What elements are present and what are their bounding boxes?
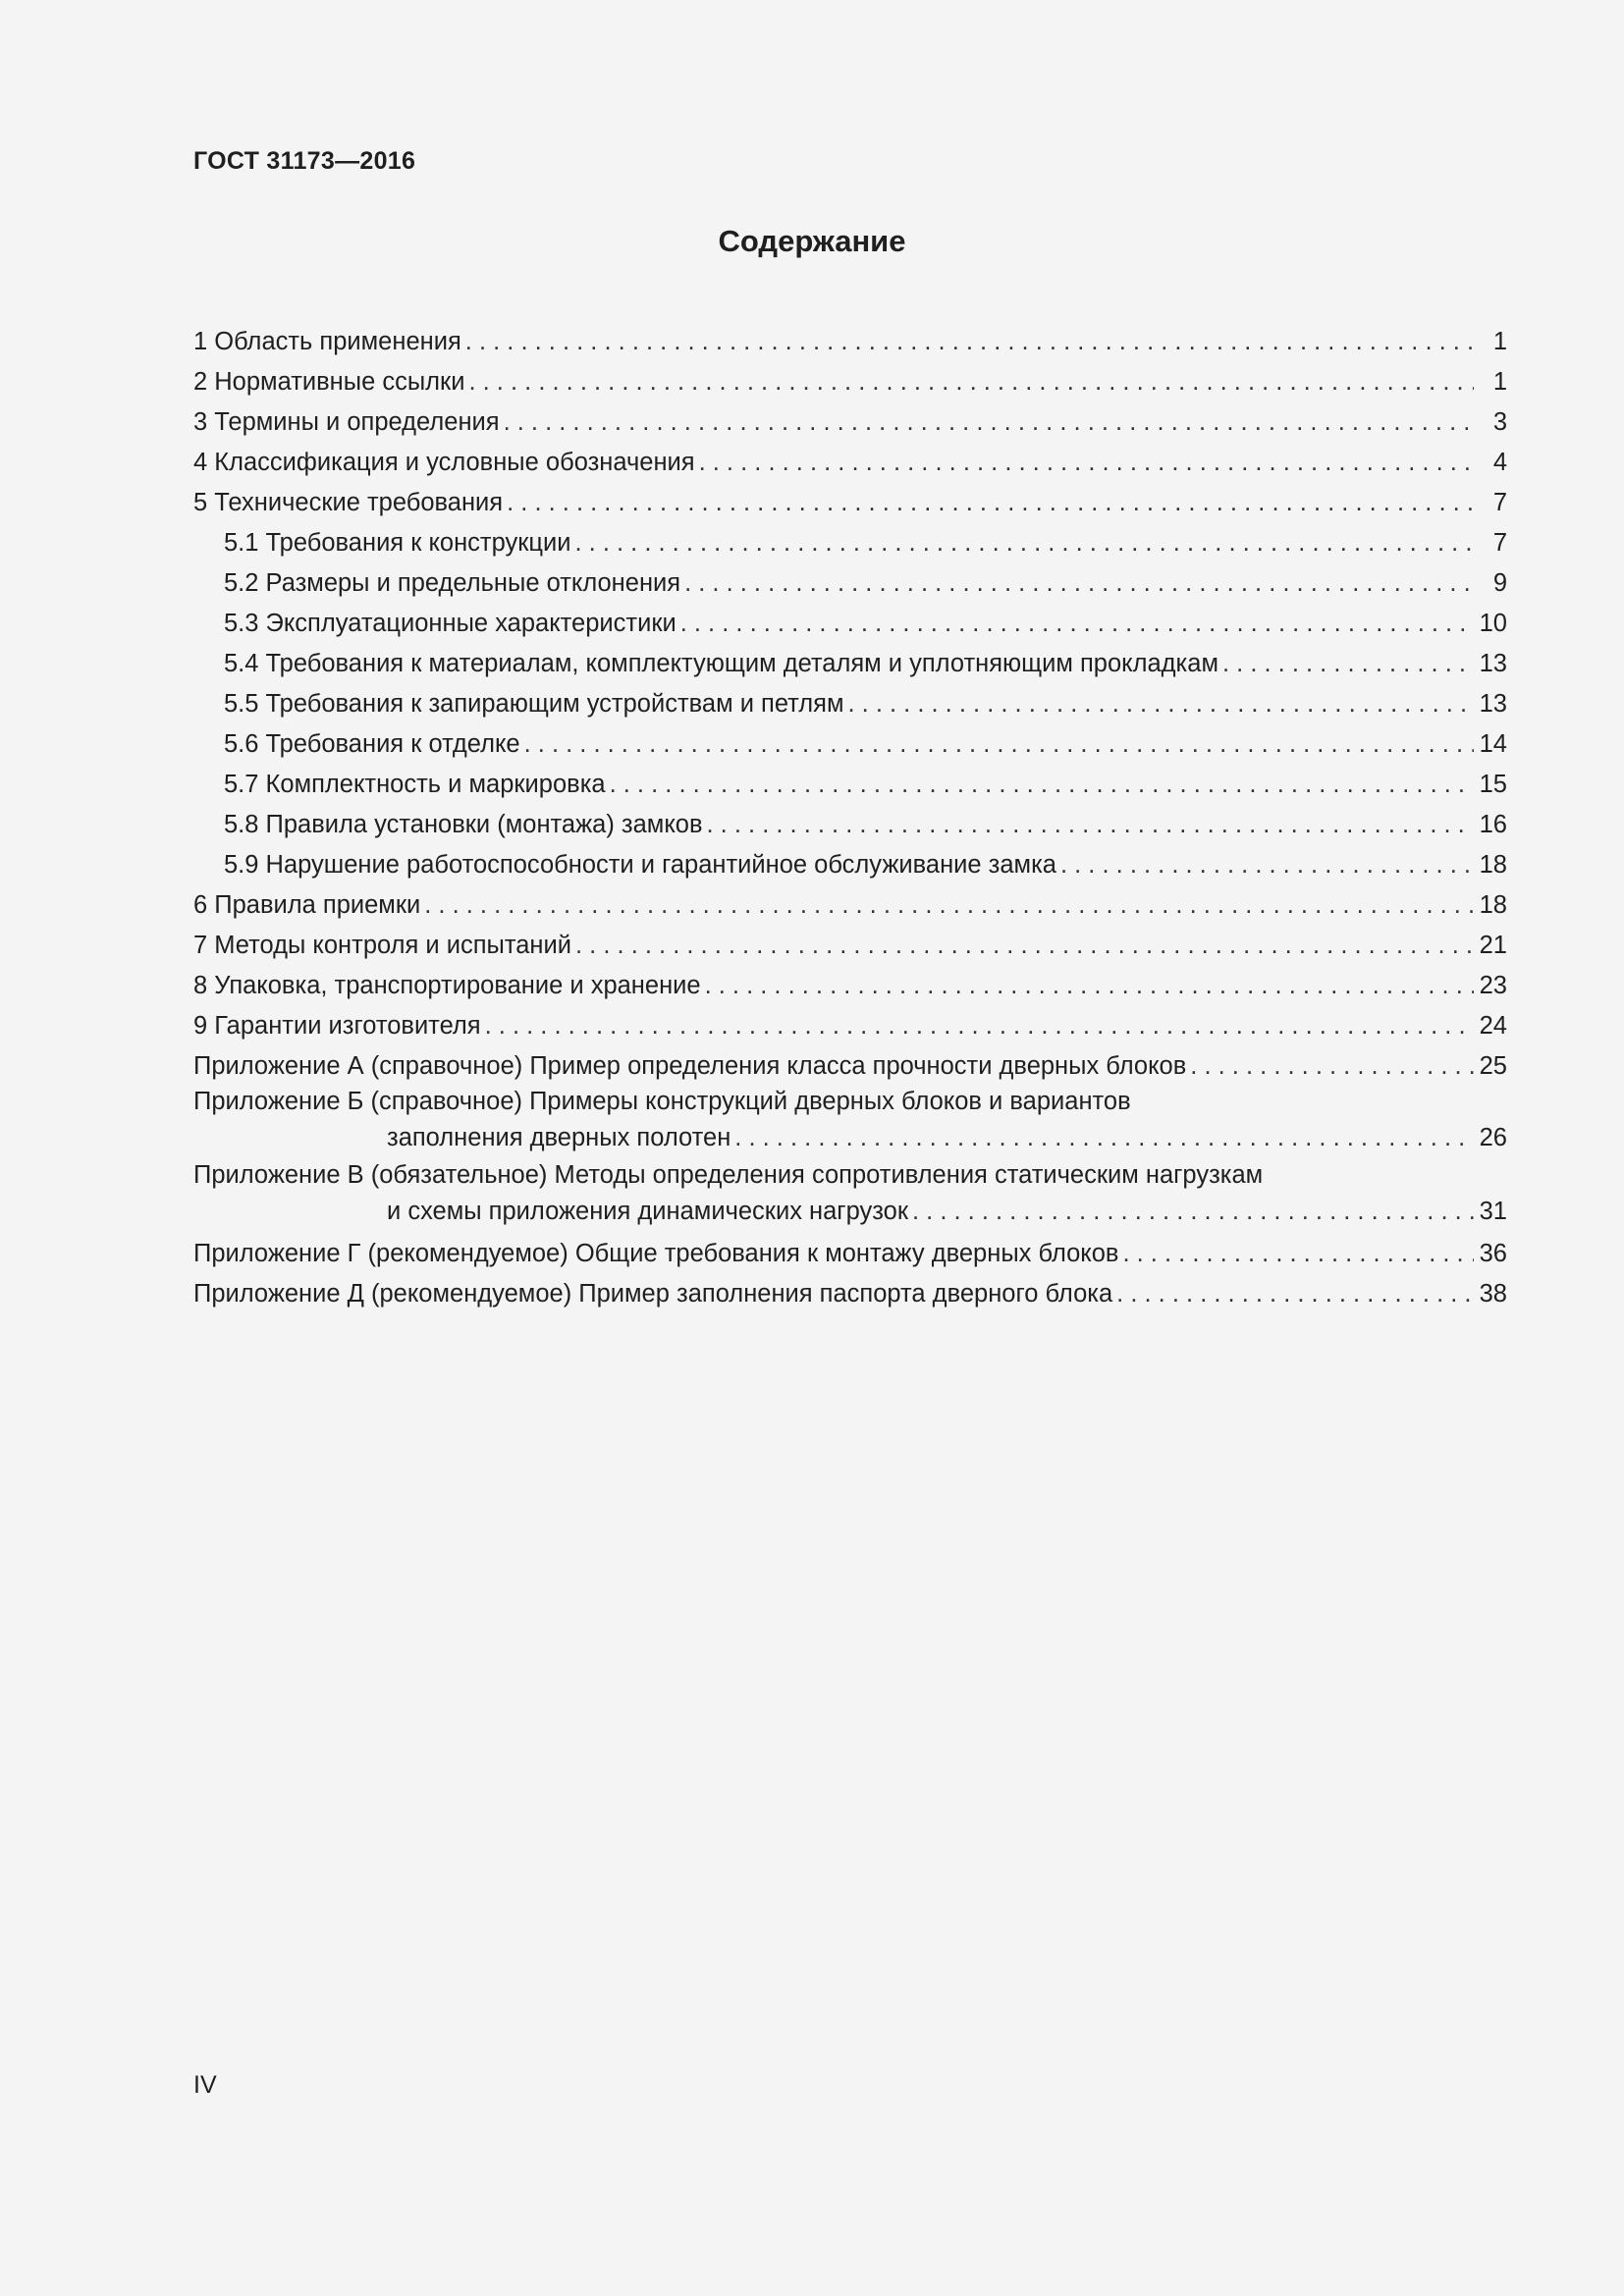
- dot-leader: [680, 609, 1474, 638]
- toc-page-number: 21: [1479, 932, 1507, 959]
- dot-leader: [485, 1011, 1474, 1041]
- toc-entry-text: Приложение Б (справочное) Примеры конструкций дверных блоков и вариантов: [193, 1088, 1131, 1115]
- dot-leader: [705, 971, 1474, 1000]
- toc-entry-text: 8 Упаковка, транспортирование и хранение: [193, 972, 701, 999]
- toc-entry[interactable]: [193, 883, 1507, 924]
- dot-leader: [610, 770, 1474, 799]
- toc-appendix-entry[interactable]: [193, 1272, 1507, 1312]
- toc-page-number: 1: [1492, 328, 1507, 355]
- toc-entry-text: Приложение А (справочное) Пример определения класса прочности дверных блоков: [193, 1052, 1187, 1080]
- toc-entry[interactable]: [193, 481, 1507, 521]
- toc-entry-text: 9 Гарантии изготовителя: [193, 1012, 481, 1040]
- toc-entry-text: 5.4 Требования к материалам, комплектующим деталям и уплотняющим прокладкам: [224, 650, 1218, 677]
- toc-page-number: 26: [1479, 1124, 1507, 1151]
- toc-page-number: 10: [1479, 610, 1507, 637]
- toc-entry-text: 5 Технические требования: [193, 489, 504, 516]
- toc-appendix-entry[interactable]: [193, 1232, 1507, 1272]
- dot-leader: [507, 488, 1474, 517]
- toc-entry-text: 5.1 Требования к конструкции: [224, 529, 571, 557]
- toc-entry-text: 5.3 Эксплуатационные характеристики: [224, 610, 677, 637]
- dot-leader: [684, 568, 1474, 598]
- toc-page-number: 1: [1492, 368, 1507, 396]
- toc-page-number: 14: [1479, 730, 1507, 758]
- toc-subentry[interactable]: [193, 602, 1507, 642]
- toc-entry[interactable]: [193, 320, 1507, 360]
- toc-appendix-entry[interactable]: [193, 1085, 1507, 1158]
- toc-appendix-entry[interactable]: [193, 1044, 1507, 1085]
- toc-subentry[interactable]: [193, 722, 1507, 763]
- toc-entry[interactable]: [193, 441, 1507, 481]
- toc-entry-text: 2 Нормативные ссылки: [193, 368, 465, 396]
- toc-subentry[interactable]: [193, 763, 1507, 803]
- dot-leader: [468, 367, 1474, 397]
- toc-entry[interactable]: [193, 1004, 1507, 1044]
- dot-leader: [504, 407, 1474, 437]
- toc-entry-text: 4 Классификация и условные обозначения: [193, 449, 695, 476]
- table-of-contents: [193, 320, 1507, 1312]
- document-code: ГОСТ 31173—2016: [193, 147, 416, 175]
- dot-leader: [699, 448, 1474, 477]
- toc-entry-text: 5.7 Комплектность и маркировка: [224, 771, 606, 798]
- dot-leader: [574, 528, 1474, 558]
- dot-leader: [912, 1195, 1474, 1228]
- toc-entry-text: 6 Правила приемки: [193, 891, 421, 919]
- toc-entry-text: Приложение Д (рекомендуемое) Пример заполнения паспорта дверного блока: [193, 1280, 1113, 1308]
- toc-entry[interactable]: [193, 924, 1507, 964]
- toc-page-number: 23: [1479, 972, 1507, 999]
- toc-page-number: 4: [1492, 449, 1507, 476]
- toc-page-number: 9: [1492, 569, 1507, 597]
- toc-page-number: 13: [1479, 650, 1507, 677]
- dot-leader: [1122, 1239, 1474, 1268]
- toc-page-number: 38: [1479, 1280, 1507, 1308]
- toc-subentry[interactable]: [193, 682, 1507, 722]
- dot-leader: [1190, 1051, 1474, 1081]
- toc-page-number: 13: [1479, 690, 1507, 718]
- toc-title: Содержание: [718, 224, 906, 258]
- toc-page-number: 16: [1479, 811, 1507, 838]
- toc-entry-text: 5.9 Нарушение работоспособности и гарантийное обслуживание замка: [224, 851, 1056, 879]
- footer-page-number: IV: [193, 2071, 217, 2099]
- dot-leader: [1222, 649, 1474, 678]
- toc-page-number: 7: [1492, 529, 1507, 557]
- dot-leader: [734, 1121, 1474, 1154]
- toc-page-number: 18: [1479, 891, 1507, 919]
- toc-entry-text: 5.2 Размеры и предельные отклонения: [224, 569, 681, 597]
- toc-entry-text: 7 Методы контроля и испытаний: [193, 932, 572, 959]
- toc-entry-text: 3 Термины и определения: [193, 408, 500, 436]
- dot-leader: [1116, 1279, 1474, 1308]
- toc-entry-continuation: заполнения дверных полотен: [387, 1124, 731, 1151]
- toc-subentry[interactable]: [193, 803, 1507, 843]
- toc-page-number: 24: [1479, 1012, 1507, 1040]
- toc-entry-text: 5.6 Требования к отделке: [224, 730, 520, 758]
- toc-appendix-entry[interactable]: [193, 1158, 1507, 1232]
- dot-leader: [524, 729, 1474, 759]
- toc-entry[interactable]: [193, 964, 1507, 1004]
- toc-page-number: 25: [1479, 1052, 1507, 1080]
- dot-leader: [575, 931, 1474, 960]
- toc-page-number: 3: [1492, 408, 1507, 436]
- toc-page-number: 36: [1479, 1240, 1507, 1267]
- dot-leader: [424, 890, 1474, 920]
- toc-entry-text: 5.5 Требования к запирающим устройствам и петлям: [224, 690, 844, 718]
- toc-entry-text: 5.8 Правила установки (монтажа) замков: [224, 811, 703, 838]
- toc-page-number: 31: [1479, 1198, 1507, 1225]
- dot-leader: [465, 327, 1474, 356]
- dot-leader: [848, 689, 1475, 719]
- toc-page-number: 7: [1492, 489, 1507, 516]
- dot-leader: [1060, 850, 1474, 880]
- toc-subentry[interactable]: [193, 843, 1507, 883]
- toc-subentry[interactable]: [193, 561, 1507, 602]
- dot-leader: [707, 810, 1474, 839]
- toc-subentry[interactable]: [193, 642, 1507, 682]
- toc-page-number: 18: [1479, 851, 1507, 879]
- toc-entry-continuation: и схемы приложения динамических нагрузок: [387, 1198, 908, 1225]
- toc-entry[interactable]: [193, 360, 1507, 400]
- toc-entry-text: Приложение В (обязательное) Методы определения сопротивления статическим нагрузкам: [193, 1161, 1264, 1189]
- toc-page-number: 15: [1479, 771, 1507, 798]
- toc-entry-text: Приложение Г (рекомендуемое) Общие требования к монтажу дверных блоков: [193, 1240, 1119, 1267]
- toc-entry-text: 1 Область применения: [193, 328, 461, 355]
- toc-subentry[interactable]: [193, 521, 1507, 561]
- toc-entry[interactable]: [193, 400, 1507, 441]
